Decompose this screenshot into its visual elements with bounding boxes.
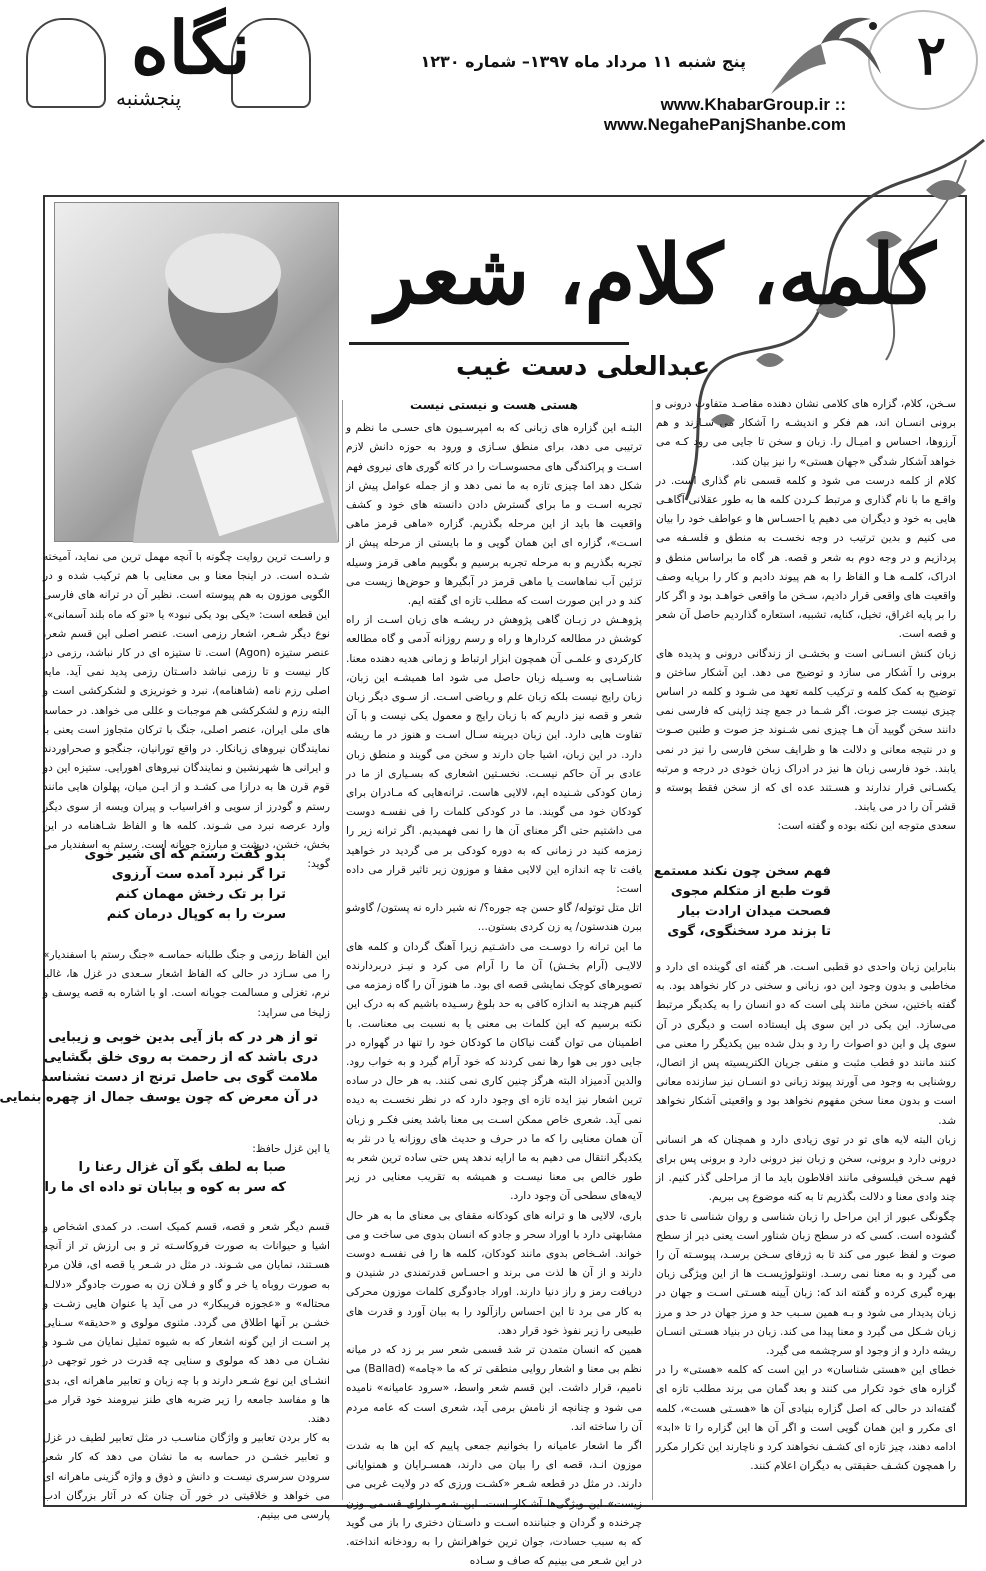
paragraph: کلام از کلمه درست می شود و کلمه قسمی نام گذاری است. در واقـع ما با نام گذاری و مرتبط کـردن کلمه ها به طور عقلانی آگاهـی هایی به خود و دیگران می دهیم یا احسـاس ها و عواطف خود را بیان می کنیم و بدین ترتیب در وجه نخسـت به منطق و فلسـفه می پردازیم و در وجه دوم به شعر و قصه. هر گاه ما براساس منطق و ادراک، کلمـه هـا و الفاظ را به هم پیوند دادیم و کار را برپایه وصف واقعیت های واقعی قرار دادیم، سـخن ما واقعی خواهـد بود و اگر کار را بر پایه اغراق، تخیل، کنایه، تشبیه، استعاره گذاردیم حاصل آن شعر و قصه است. [656,474,956,641]
verse-line: سرت را به کوپال درمان کنم [106,907,286,922]
verse-line: در آن معرض که چون یوسف جمال از چهره بنمایی [0,1090,318,1105]
paragraph: نوع دیگر شـعر، اشعار رزمی است. عنصر اصلی این قسم شعر، عنصر ستیزه (Agon) است. تا ستیزه ای در کار نباشد، رزمی در کار نیست و تا رزمی نباشد داسـتان رزمی پدید نمی آید. مایه اصلی رزم نامه (شاهنامه)، نبرد و خونریزی و لشکرکشی است و البته رزم و لشکرکشی هم موجبات و عللی می خواهد. در حماسه های ملی ایران، عنصر اصلی، جنگ با ترکان متجاوز است یعنی با نمایندگان نیروهای زیانکار. در واقع تورانیان، جنگجو و صحراوردند و ایرانی ها شهرنشین و نمایندگان نیروهای اهورایی. ستیزه این دو قوم قرن ها به درازا می کشـد و از ایـن میان، پهلوان هایی مانند رستم و گودرز از سویی و افراسیاب و پیران ویسه از سوی دیگر وارد عرصه نبرد می شـوند. کلمه ها و الفاظ شـاهنامه در این بخش، خشن، درشت و مبارزه جویانه است. رستم به اسفندیار می گوید: [43,627,330,871]
verse-line: صبا به لطف بگو آن غزال رعنا را [78,1160,286,1175]
verse-line: بدو گفت رستم که ای شیر خوی [84,847,286,862]
title-divider [349,342,629,345]
hafez-intro [43,1140,330,1160]
paragraph: این الفاظ رزمی و جنگ طلبانه حماسـه «جنگ رستم با اسفندیار» را می سـازد در حالی که الفاظ اشعار سـعدی در غزل ها، غالبا نرم، تغزلی و مسالمت جویانه است. او با اشاره به قصه یوسف و زلیخا می سراید: [43,949,330,1019]
author-photo [54,202,339,542]
paragraph: سـخن، کلام، گزاره های کلامی نشان دهنده مقاصـد متفاوت درونی و برونی انسـان اند، هم فکر و اندیشـه را آشکار می سـازند و هم آرزوها، احساس و امیـال را. زبان و سخن تا جایی می رود کـه می خواهد آشکار شدگی «جهان هستی» را نیز بیان کند. [656,398,956,468]
column-2 [346,392,642,1568]
paragraph: به کار بردن تعابیر و واژگان مناسـب در مثل تعابیر لطیف در غزل و تعابیر خشـن در حماسه به ما نشان می دهد که کار شعر سرودن سرسری نیسـت و دانش و ذوق و واژه گزینی ماهرانه ای می خواهد و خلاقیتی در خور آن چنان که در آثار بزرگان ادب پارسی می بینیم. [43,1432,330,1522]
left-ornament-icon [26,18,106,108]
paragraph: زبان البته لایه های تو در توی زیادی دارد و همچنان که هر انسانی درونی دارد و برونی، سخن و زبان نیز درونی دارد و برونی پس برای فهم سـخن فیلسوفی مانند افلاطون باید ما از مراحلی گذر کنیم. از چند وادی معنا و دلالت بگذریم تا به کنه موضوع پی ببریم. [656,1133,956,1204]
paragraph: اگر ما اشعار عامیانه را بخوانیم جمعی پاییم که این ها به شدت موزون انـد، قصه ای را بیان می دارند، همسـرایان و همنوایانی دارند. در مثل در قطعه شـعر «کشـت ورزی که در ولایت غربی می زیست» این ویژگی‌ها آشـکار است. این شـعر دارای قسـمی وزن چرخنده و گردان و جنباننده اسـت و داسـتان دختری را باز می گوید که به سبب حسادت، جوان ترین خواهرانش را به رودخانه انداخته. در این شـعر می بینیم که صاف و سـاده [346,1439,642,1568]
yusuf-verse [0,1028,318,1108]
hafez-verse [45,1158,286,1198]
website-links[interactable]: www.KhabarGroup.ir :: www.NegahePanjShanbe.com [603,95,846,134]
issue-info: پنج شنبه ۱۱ مرداد ماه ۱۳۹۷– شماره ۱۲۳۰ [420,52,746,71]
verse-line: فصحت میدان ارادت بیار [677,904,831,919]
paragraph: چگونگی عبور از این مراحل را زبان شناسی و روان شناسی تا حدی گشوده است. کسی که در سطح زبان شناور است یعنی دیر از سطح صوت و لفظ عبور می کند تا به ژرفای سـخن برسـد، پیوسـته آن را می گیرد و به معنا نمی رسـد. اونتولوژیسـت ها از این ویژگی زبان بهره گیری کرده و گفته اند که: زبان آیینه هسـتی اسـت و جهان در زبان پدیدار می شود و بـه همین سـبب حد و مرز جهان در حد و مرز زبان شـکل می گیرد و معنا پیدا می کند. زبان در بنیاد هسـتی انسـان ریشه دارد و از وجود او سرچشمه می گیرد. [656,1210,956,1358]
verse-line: قوت طبع از متکلم مجوی [670,884,831,899]
verse-line: ترا گر نبرد آمده ست آرزوی [111,867,286,882]
saadi-verse [654,862,831,942]
column-3-final [43,1218,330,1522]
verse-line: دری باشد که از رحمت به روی خلق بگشایی [43,1050,318,1065]
page-number: ۲ [916,23,946,87]
verse-line: تو از هر در که باز آیی بدین خوبی و زیبایی [48,1030,318,1045]
paragraph: قسم دیگر شعر و قصه، قسم کمیک است. در کمدی اشخاص و اشیا و حیوانات به صورت فروکاسـته تر و بی ارزش تر از آنچه هسـتند، نمایان می شـوند. در مثل در شـعر یا قصه ای، فلان مرد به صورت روباه یا خر و گاو و فـلان زن به صورت جادوگر «دلالـه محتاله» و «عجوزه فریبکار» در می آید یا عنوان هایی زشـت و خشـن بر آنها اطلاق می گردد. مثنوی مولوی و «حدیقه» سـنایی پر اسـت از این گونه اشعار که به شیوه تمثیل نمایان می شـود و نشـان می دهد که مولوی و سنایی چه قدرت در خور توجهی در انشـای این نوع شـعر دارند و با چه زبان و تعابیر ماهرانه ای، بدی ها و مفاسد جامعه را زیر ضربه های طنز نیرومند خود قرار می دهند. [43,1221,330,1426]
masthead [16,0,986,134]
author-portrait-icon [53,203,338,543]
paragraph: پژوهـش در زبـان گاهی پژوهش در ریشـه های زبان اسـت از راه کوشش در مطالعه کردارها و راه و رسم روزانه آدمی و گاه مطالعه کارکردی و علمـی آن همچون ابزار ارتباط و زمانی هدیه دهنده معنا. شناسـایی به وسـیله زبان حاصل می شود اما همیشـه این زبان، زبان رایج نیست بلکه زبان علم و ریاضی اسـت. از سـوی دیگر زبان شعر و قصه نیز داریم که با زبان رایج و معمول یکی نیست و با آن تفاوت هایی دارد. این زبان دیرینه سـال اسـت و هنوز در ما ریشه دارد. در این زبان، اشیا جان دارند و سخن می گویند و منطق زبان عادی بر آن حاکم نیسـت. نخسـتین اشعاری که بسـیاری از ما در زمان کودکی شـنیده ایم، لالایی هاست. ترانه‌هایی که مـادران برای کودکان خود می گویند. ما در کودکی کلمات را فی نفسـه دوست می داشتیم حتی اگر معنای آن ها را نمی فهمیدیم. اگر ترانه زیر را زمزمه کنید در زمانی که به دوره کودکی بر می گردید در خواهید یافت تا چه اندازه این لالایی مقفا و موزون زیر تاثیر قرار می داده است: [346,614,642,896]
section-heading: هستی هست و نیستی نیست [410,398,578,412]
paragraph: بنابراین زبان واحدی دو قطبی اسـت. هر گفته ای گوینده ای دارد و مخاطبی و بدون وجود این دو، زبانی و سخنی در کار نخواهد بود. به گفته باختین، سخن مانند پلی است که دو انسان را به یکدیگر مرتبط می‌سازد. این یکی در این سوی پل ایستاده است و دیگری در آن سوی پل و این دو اصوات را رد و بدل شده بین یکدیگر را معنی می کنند مانند دو قطب مثبت و منفی جریان الکتریسیته پس از اتصال، روشنایی به وجود می آورند پیوند زبانی دو انسـان نیز سازنده معانی است و بدون معنا سخن مفهوم نخواهد بود و واقعیتی آشکار نخواهد شد. [656,961,956,1127]
column-1-continued [656,958,956,1503]
article-title: کلمه، کلام، شعر [376,227,936,323]
paragraph: یا این غزل حافظ: [252,1143,330,1155]
logo-subtitle: پنجشنبه [116,86,182,110]
article-author: عبدالعلی دست غیب [456,352,711,382]
column-3-continued [43,946,330,1026]
verse-line: تا بزند مرد سخنگوی، گوی [667,924,831,939]
verse-line: فهم سخن چون نکند مستمع [653,864,831,879]
rostam-verse [85,845,287,925]
column-1 [656,395,956,840]
paragraph: باری، لالایی ها و ترانه های کودکانه مقفای بی معنای ما به هر حال مشابهتی دارد با اوراد سحر و جادو که انسان بدوی می ساخت و می خواند. اشـخاص بدوی مانند کودکان، کلمه ها را فی نفسـه دوست دارند و از آن ها لذت می برند و احسـاس قدرتمندی در شنیدن و دریافت رمز و راز دنیا دارند. اوراد جادوگری کلمات موزون محرکی به کار می برد تا این احساس رازآلود را به بیان آورد و قدرت های طبیعی را زیر نفوذ خود قرار دهد. [346,1209,642,1337]
paragraph: اتل متل توتوله/ گاو حسن چه جوره؟/ نه شیر داره نه پستون/ گاوشو ببرن هندستون/ یه زن کردی بستون... [346,902,642,934]
logo-title: نگاه [131,5,251,90]
verse-line: که سر به کوه و بیابان تو داده ای ما را [44,1180,286,1195]
verse-line: ملامت گوی بی حاصل ترنج از دست نشناسد [41,1070,318,1085]
column-divider [342,400,343,1500]
paragraph: همین که انسان متمدن تر شد قسمی شعر سر بر زد که در میانه نظم بی معنا و اشعار روایی منطقی تر که ما «چامه» (Ballad) می نامیم، قرار داشت. این قسم شعر واسط، «سرود عامیانه» نامیده می شود و چنانچه از نامش برمی آید، شعری است که عامه مردم آن را ساخته اند. [346,1343,642,1433]
column-divider [652,400,653,1500]
paragraph: البتـه این گزاره های زبانی که به امپرسـیون های حسـی ما نظم و ترتیبی می دهد، برای منطق سـازی و ورود به حوزه دانش لازم اسـت و پراکندگی های محسوسـات را در کاته گوری های نیروی فهم شکل دهد اما چیزی تازه به ما نمی دهد و از جمله عوامل پیش از تجربه اسـت و ما برای گسترش دادن دانسته های خود و کشف واقعیت ها باید از این مرحله بگذریم. گزاره «ماهی قرمز ماهی اسـت»، گزاره ای این همان گویی و ما بایستی از مرحله پیش از تجربه بگذریم و به مرحله تجربه برسیم و بگوییم ماهی قرمز وسیله تزئین آب نماهاست یا ماهی قرمز در آبگیرها و حوض‌ها زیست می کند و در این صورت است که مطلب تازه ای گفته ایم. [346,422,642,608]
phoenix-bird-icon [761,4,891,104]
paragraph: سعدی متوجه این نکته بوده و گفته است: [777,820,956,833]
paragraph: زبان کنش انسـانی است و بخشـی از زندگانی درونی و پدیده های برونی را آشکار می سازد و توضیح می دهد. این آشکار ساختن و توضیح به کمک کلمه و ترکیب کلمه تعهد می شـود و کلمه در اساس چیزی نیست جز صوت. اگر شـما در جمع چند ژاپنی که فارسی نمی دانند سخن گویید آن هـا چیزی نمی شـنوند جز صوت و طنین صـوت و در نتیجه معانی و دلالت ها و ظرایف سخن فارسی را نیز در نمی یابند. خود فارسی زبان ها نیز در ادراک زبان خودی در درجه و مرتبه یکسـانی قرار ندارند و هسـتند عده ای که از سخن فقط پوسته و قشر آن را در می یابند. [656,647,956,814]
paragraph: خطای این «هستی شناسان» در این است که کلمه «هستی» را در گزاره های خود تکرار می کنند و بعد گمان می برند مطلب تازه ای گفته‌اند در حالی که اصل گزاره بنیادی آن ها «هسـتی هست»، کلمه ای مکرر و این همان گویی است و اگر آن ها این گزاره را تا «ابد» ادامه دهند، چیز تازه ای کشـف نخواهند کرد و ناچارند این تکرار مکرر را همچون کشـف حقیقتی به دیگران اعلام کنند. [656,1364,956,1473]
verse-line: ترا بر تک رخش مهمان کنم [115,887,286,902]
newspaper-logo [26,5,316,118]
paragraph: و راسـت ترین روایت چگونه با آنچه مهمل ترین می نماید، آمیخته شـده است. در اینجا معنا و بی معنایی با هم ترکیب شده و در الگویی موزون به هم پیوسته است. نظیر آن در ترانه های فارسی این قطعه است: «یکی بود یکی نبود» یا «تو که ماه بلند آسمانی». [43,551,330,621]
paragraph: ما این ترانه را دوسـت می داشـتیم زیرا آهنگ گردان و کلمه های لالایـی (آرام بخـش) آن ما را آرام می کرد و نیـز دربردارنده تصویرهای کوچک نمایشی قصه ای بود. ما هنوز آن را گاه زمزمه می کنیم هرچند به اندازه کافی به حد بلوغ رسـیده باشیم که به درک این نکته برسیم که این کلمات بی معنی یا به نسبت بی معناست. با اطمینان می توان گفت نیاکان ما کودکان خود را تنها در گهواره در جایی دور بی هوا رها نمی کردند که خود آرام گیرد و به خواب رود. والدین آدمیزاد البته هرگز چنین کاری نمی کنند. به هر حال در ساده ترین اشعار نیز ایده تازه ای وجود دارد که در نظر نخسـت به دیده نمی آید. شعری خاص ممکن اسـت بی معنا باشد یعنی فکـر و زبان آن همان معنایی را که ما در حرف و حدیث های روزانه یا در نثر به یکدیگر انتقال می دهیم به ما ارایه ندهد پس حتی ساده ترین شعر به طور خالص بی معنا نیسـت و همیشه به تقریب معنایی در زیر لایه‌های سطحی آن وجود دارد. [346,940,642,1203]
